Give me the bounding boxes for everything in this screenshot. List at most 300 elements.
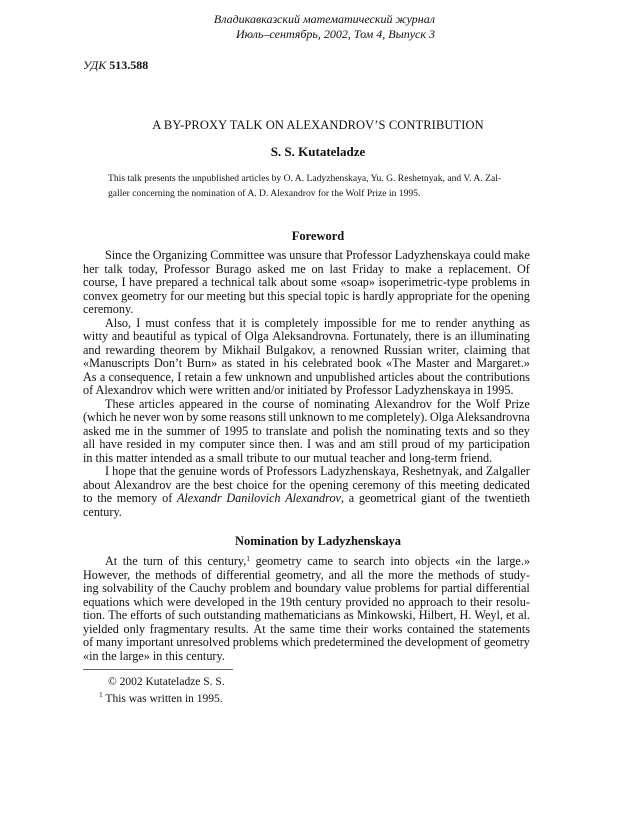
word: the bbox=[134, 248, 150, 262]
word: me bbox=[290, 261, 306, 276]
word: her bbox=[83, 261, 99, 276]
word: the bbox=[472, 288, 488, 303]
word: is bbox=[443, 329, 452, 343]
word: the bbox=[368, 567, 384, 582]
word: and bbox=[465, 464, 483, 478]
word: ceremony bbox=[352, 477, 401, 492]
word: as bbox=[519, 315, 530, 330]
word: efforts bbox=[130, 608, 162, 622]
paragraph bbox=[83, 249, 530, 317]
word: to bbox=[389, 261, 400, 276]
word: Master bbox=[415, 356, 450, 370]
word: reasons bbox=[229, 410, 266, 424]
word: the bbox=[160, 464, 176, 478]
word: contained bbox=[407, 621, 455, 636]
word: problems bbox=[232, 635, 279, 649]
word: Russian bbox=[383, 342, 423, 357]
word: so bbox=[494, 423, 505, 438]
word: proud bbox=[401, 437, 431, 451]
word bbox=[177, 492, 222, 506]
word: «The bbox=[386, 356, 412, 370]
word: in bbox=[520, 275, 530, 289]
word: value bbox=[344, 581, 372, 595]
word: only bbox=[123, 621, 146, 636]
word: renowned bbox=[330, 342, 379, 357]
word: differential bbox=[216, 567, 271, 582]
word: At bbox=[253, 621, 266, 636]
footnote-mark: 1 bbox=[99, 690, 103, 699]
word: Hilbert, bbox=[418, 608, 457, 622]
word: of bbox=[157, 581, 168, 595]
word: that bbox=[215, 315, 235, 330]
word: witty bbox=[83, 329, 109, 343]
word: as bbox=[180, 329, 191, 343]
word: claiming bbox=[464, 342, 507, 357]
word: that bbox=[324, 248, 343, 262]
word: as bbox=[343, 608, 354, 622]
word: that bbox=[511, 342, 530, 357]
word: celebrated bbox=[302, 356, 353, 370]
word: developed bbox=[194, 594, 245, 609]
word: Also, bbox=[105, 315, 132, 330]
word: for bbox=[170, 288, 185, 303]
text-line bbox=[83, 330, 530, 344]
word: As bbox=[83, 369, 97, 384]
word: the bbox=[447, 369, 463, 384]
word: a bbox=[437, 261, 443, 276]
word: «in bbox=[455, 554, 471, 568]
text-line bbox=[83, 425, 530, 439]
word: methods bbox=[155, 567, 197, 582]
word: to bbox=[421, 315, 431, 330]
word: of bbox=[165, 608, 176, 622]
word: consequence, bbox=[108, 369, 174, 384]
word: texts bbox=[445, 423, 469, 438]
word: a bbox=[201, 275, 208, 289]
word: this bbox=[418, 477, 437, 492]
paragraph bbox=[83, 555, 530, 663]
word: opening bbox=[490, 288, 530, 303]
word: appeared bbox=[179, 396, 224, 411]
word: I bbox=[136, 315, 141, 330]
word: which bbox=[281, 635, 311, 649]
word: choice bbox=[236, 477, 269, 492]
word: opening bbox=[309, 477, 349, 492]
word: Wolf bbox=[475, 396, 500, 411]
word: talk bbox=[104, 261, 123, 276]
word: statements bbox=[478, 621, 530, 636]
udk-number: 513.588 bbox=[109, 58, 149, 72]
word: Committee bbox=[210, 248, 265, 262]
word: such bbox=[178, 608, 201, 622]
word: results. bbox=[213, 621, 249, 636]
italic-name: Alexandrov bbox=[285, 491, 341, 505]
word: hope bbox=[112, 464, 136, 478]
word: meeting bbox=[439, 477, 480, 492]
word: al. bbox=[518, 608, 530, 622]
word: rewarding bbox=[105, 342, 155, 357]
word: of bbox=[209, 423, 220, 438]
word: H. bbox=[459, 608, 472, 622]
word: topic bbox=[324, 288, 349, 303]
word: summer bbox=[166, 423, 206, 438]
word: geometry bbox=[255, 554, 302, 568]
italic-name: Danilovich bbox=[226, 491, 281, 505]
word: to bbox=[336, 410, 347, 424]
word: some bbox=[200, 410, 227, 424]
word: geometry, bbox=[275, 567, 324, 582]
word: in bbox=[269, 356, 280, 370]
word: the bbox=[465, 491, 480, 505]
word: Minkowski, bbox=[356, 608, 416, 622]
word: nominating bbox=[313, 396, 370, 411]
text-line: «in the large» in this century. bbox=[83, 648, 225, 663]
word: and bbox=[83, 342, 101, 357]
word: memory bbox=[116, 491, 158, 505]
word: last bbox=[329, 261, 347, 276]
word: no bbox=[392, 594, 405, 609]
word: as bbox=[221, 356, 232, 370]
word: large.» bbox=[496, 554, 530, 568]
word: my bbox=[448, 437, 465, 451]
word: Professor bbox=[163, 261, 210, 276]
word: by bbox=[204, 342, 218, 357]
word: of bbox=[231, 329, 242, 343]
text-line bbox=[83, 636, 530, 650]
word: about bbox=[417, 369, 445, 384]
section-heading-nomination: Nomination by Ladyzhenskaya bbox=[234, 534, 401, 548]
word: for bbox=[455, 288, 470, 303]
word: Of bbox=[517, 261, 530, 276]
word: make bbox=[405, 261, 432, 276]
word: of bbox=[450, 491, 461, 505]
word: time bbox=[319, 621, 342, 636]
word: me bbox=[114, 423, 130, 438]
word: «Manuscripts bbox=[83, 356, 150, 370]
word: talk bbox=[258, 275, 277, 289]
word: the bbox=[261, 594, 277, 609]
word: et bbox=[506, 608, 515, 622]
word: Reshetnyak, bbox=[402, 464, 463, 478]
word: Alexandrov bbox=[374, 396, 432, 411]
word: the bbox=[387, 635, 402, 649]
word: outstanding bbox=[203, 608, 261, 622]
word: he bbox=[119, 410, 131, 424]
word: for bbox=[381, 315, 396, 330]
word: the bbox=[122, 554, 138, 568]
word: they bbox=[508, 423, 530, 438]
text-line bbox=[83, 290, 530, 304]
word: Ladyzhenskaya, bbox=[320, 464, 399, 478]
word: mathematicians bbox=[263, 608, 341, 622]
text-line bbox=[83, 276, 530, 290]
text-line bbox=[83, 479, 530, 493]
word: equations bbox=[83, 594, 130, 609]
word: am bbox=[360, 437, 375, 451]
paragraph bbox=[83, 317, 530, 398]
word: could bbox=[473, 248, 501, 262]
word: same bbox=[289, 621, 315, 636]
word: into bbox=[390, 554, 410, 568]
word: geometry bbox=[121, 288, 168, 303]
word: have bbox=[99, 437, 123, 451]
footnote-text: This was written in 1995. bbox=[105, 693, 223, 705]
word: and bbox=[328, 567, 347, 582]
word: of bbox=[252, 464, 264, 478]
word: prepared bbox=[155, 275, 199, 289]
word: geometrical bbox=[358, 491, 417, 505]
abstract-line: This talk presents the unpublished articles by O. A. Ladyzhenskaya, Yu. G. Reshetnyak, and V. A. Zal- bbox=[108, 173, 502, 184]
word: then. bbox=[278, 437, 303, 451]
word: replacement. bbox=[448, 261, 512, 276]
word: about bbox=[280, 275, 308, 289]
word: works bbox=[372, 621, 403, 636]
word: to bbox=[252, 423, 262, 438]
word: Burago bbox=[215, 261, 252, 276]
word: must bbox=[145, 315, 170, 330]
word: and bbox=[472, 423, 490, 438]
word: technical bbox=[210, 275, 255, 289]
word: I bbox=[105, 464, 110, 478]
word: in bbox=[165, 437, 176, 451]
word: Cauchy bbox=[189, 581, 227, 595]
word: yielded bbox=[83, 621, 119, 636]
word: convex bbox=[83, 288, 119, 303]
text-line bbox=[83, 411, 530, 425]
word: These bbox=[105, 396, 135, 411]
word: Since bbox=[105, 248, 133, 262]
word: the bbox=[97, 491, 113, 505]
section-body-nomination bbox=[83, 555, 530, 663]
word: partial bbox=[441, 581, 473, 595]
word: by bbox=[186, 410, 199, 424]
word: retain bbox=[184, 369, 213, 384]
word: of bbox=[162, 491, 173, 505]
word: still bbox=[268, 410, 287, 424]
word: of bbox=[298, 396, 310, 411]
word: unpublished bbox=[315, 369, 376, 384]
word: twentieth bbox=[484, 491, 530, 505]
word: our bbox=[187, 288, 204, 303]
udk-code bbox=[83, 58, 148, 73]
word: Don’t bbox=[153, 356, 183, 370]
word: the bbox=[290, 477, 306, 492]
word: (which bbox=[83, 410, 117, 424]
word: Professor bbox=[345, 248, 392, 262]
word: unsure bbox=[289, 248, 322, 262]
word: participation bbox=[468, 437, 530, 451]
word: an bbox=[455, 329, 467, 343]
word: resolu- bbox=[496, 594, 530, 609]
word: are bbox=[175, 477, 191, 492]
word: «soap» bbox=[340, 275, 375, 289]
word: was bbox=[267, 248, 287, 262]
word: turn bbox=[143, 554, 163, 568]
word: dedicated bbox=[483, 477, 530, 492]
word: words bbox=[220, 464, 250, 478]
word: and bbox=[111, 329, 130, 343]
word: for bbox=[436, 396, 452, 411]
word: important bbox=[126, 635, 174, 649]
word: the bbox=[147, 423, 163, 438]
word: a bbox=[215, 369, 222, 384]
text-line bbox=[83, 465, 530, 479]
text-line bbox=[83, 596, 530, 610]
text-line bbox=[83, 438, 530, 452]
word: Friday bbox=[352, 261, 385, 276]
word: approach bbox=[408, 594, 454, 609]
udk-label: УДК bbox=[83, 58, 107, 72]
word: At bbox=[105, 554, 118, 568]
word: articles bbox=[378, 369, 414, 384]
word: of bbox=[434, 437, 445, 451]
word: I bbox=[121, 275, 126, 289]
word: nominating bbox=[385, 423, 442, 438]
word: but bbox=[248, 288, 265, 303]
word: Olga bbox=[429, 410, 454, 424]
text-line: ceremony. bbox=[83, 302, 134, 316]
word: the bbox=[170, 581, 186, 595]
word: a bbox=[99, 369, 106, 384]
word: theorem bbox=[159, 342, 200, 357]
word: was bbox=[315, 437, 335, 451]
word: giant bbox=[421, 491, 446, 505]
word: provided bbox=[345, 594, 389, 609]
text-line bbox=[83, 371, 530, 385]
word: 19th bbox=[279, 594, 302, 609]
word: unknown bbox=[245, 369, 292, 384]
word: I bbox=[177, 369, 182, 384]
word: for bbox=[423, 581, 438, 595]
word: computer bbox=[199, 437, 246, 451]
text-line bbox=[83, 492, 530, 506]
word: tion. bbox=[83, 608, 106, 622]
word: render bbox=[435, 315, 467, 330]
word: and bbox=[294, 369, 313, 384]
word: Ladyzhenskaya bbox=[394, 248, 471, 262]
word: the bbox=[476, 554, 492, 568]
word: still bbox=[379, 437, 398, 451]
word: Professors bbox=[266, 464, 318, 478]
text-line bbox=[83, 582, 530, 596]
word: Olga bbox=[244, 329, 269, 343]
italic-name: Alexandr bbox=[176, 491, 222, 505]
paper-author: S. S. Kutateladze bbox=[270, 144, 366, 159]
word: stated bbox=[236, 356, 265, 370]
word: problems bbox=[374, 581, 420, 595]
word: and bbox=[338, 437, 356, 451]
word: about bbox=[83, 477, 111, 492]
word bbox=[226, 492, 280, 506]
word: book bbox=[357, 356, 382, 370]
word: were bbox=[166, 594, 191, 609]
word: study- bbox=[499, 567, 530, 582]
word: solvability bbox=[102, 581, 154, 595]
word: the bbox=[135, 567, 151, 582]
word: make bbox=[503, 248, 530, 262]
word: the bbox=[242, 396, 258, 411]
word: my bbox=[179, 437, 196, 451]
word: search bbox=[353, 554, 385, 568]
text-line bbox=[83, 263, 530, 277]
word: their bbox=[345, 621, 368, 636]
text-line bbox=[83, 398, 530, 412]
word: Fortunately, bbox=[352, 329, 412, 343]
word: course bbox=[262, 396, 295, 411]
text-line bbox=[83, 357, 530, 371]
word: writer, bbox=[427, 342, 460, 357]
word: Bulgakov, bbox=[265, 342, 316, 357]
word: of bbox=[168, 554, 179, 568]
text-line bbox=[83, 609, 530, 623]
word: of bbox=[484, 567, 495, 582]
word: completely bbox=[264, 315, 319, 330]
word: genuine bbox=[178, 464, 217, 478]
text-line: century. bbox=[83, 504, 122, 519]
word: appropriate bbox=[397, 288, 453, 303]
word: today, bbox=[128, 261, 158, 276]
word: of bbox=[404, 477, 415, 492]
copyright-note: © 2002 Kutateladze S. S. bbox=[108, 676, 225, 688]
word: of bbox=[470, 635, 481, 649]
word: of bbox=[201, 567, 212, 582]
word: to bbox=[338, 554, 349, 568]
word: is bbox=[351, 288, 361, 303]
word: However, bbox=[83, 567, 131, 582]
word: geometry bbox=[483, 635, 530, 649]
journal-name: Владикавказский математический журнал bbox=[213, 12, 435, 26]
word: this bbox=[267, 288, 285, 303]
word: this bbox=[184, 554, 202, 568]
text-line bbox=[83, 249, 530, 263]
word: it bbox=[239, 315, 247, 330]
word: some bbox=[311, 275, 337, 289]
word: the bbox=[459, 621, 474, 636]
word: anything bbox=[471, 315, 515, 330]
word: the bbox=[194, 477, 210, 492]
word: Alexandrov, bbox=[285, 491, 344, 505]
word: completely). bbox=[366, 410, 428, 424]
word: the bbox=[456, 396, 471, 411]
text-line bbox=[83, 317, 530, 331]
word: in bbox=[228, 396, 238, 411]
word: their bbox=[470, 594, 493, 609]
word: century bbox=[305, 594, 342, 609]
word: best bbox=[213, 477, 233, 492]
paragraph bbox=[83, 398, 530, 466]
word: meeting bbox=[206, 288, 246, 303]
word: since bbox=[249, 437, 275, 451]
word: Organizing bbox=[152, 248, 208, 262]
word: polish bbox=[332, 423, 363, 438]
word: won bbox=[162, 410, 184, 424]
word: development bbox=[404, 635, 468, 649]
footnote-rule bbox=[83, 669, 233, 670]
word: Aleksandrovna. bbox=[272, 329, 350, 343]
word: course, bbox=[83, 275, 118, 289]
word: ing bbox=[83, 581, 99, 595]
word: beautiful bbox=[133, 329, 177, 343]
word: came bbox=[307, 554, 333, 568]
paragraph bbox=[83, 465, 530, 519]
word: problems bbox=[471, 275, 517, 289]
word: translate bbox=[265, 423, 308, 438]
word: century,$^1$ bbox=[207, 554, 251, 568]
word: Mikhail bbox=[222, 342, 261, 357]
text-line: in this matter intended as a small tribute to our mutual teacher and long-term friend. bbox=[83, 450, 493, 465]
word: all bbox=[351, 567, 364, 582]
word: a bbox=[320, 342, 326, 357]
